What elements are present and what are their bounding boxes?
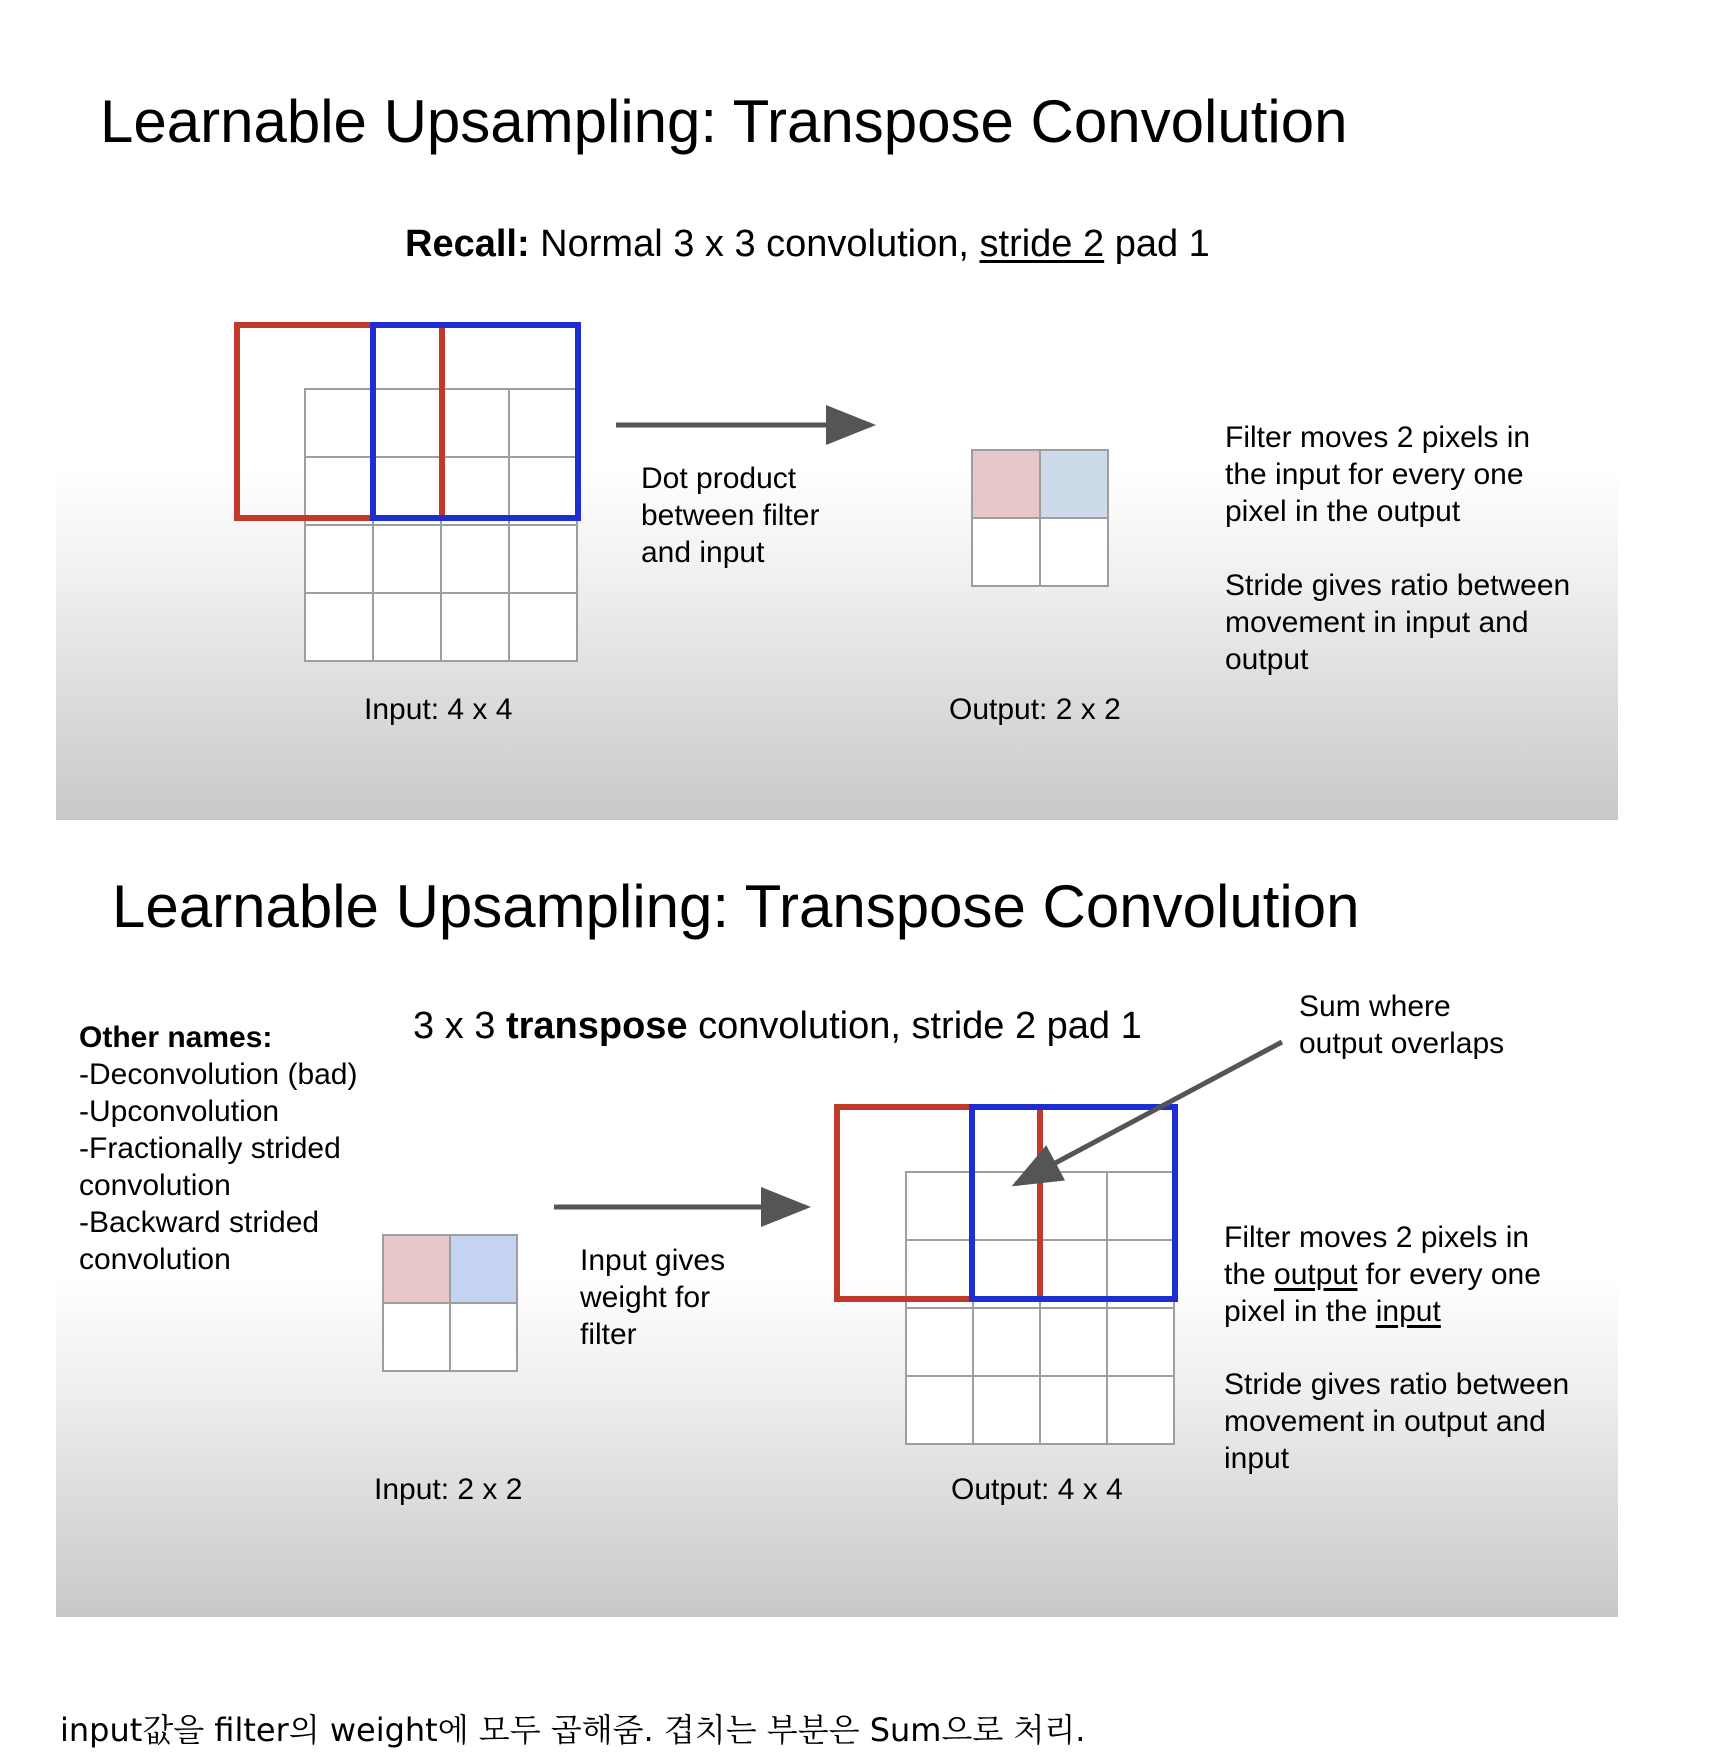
other-names-list: Other names: -Deconvolution (bad) -Upconvolution -Fractionally strided convolution -Backward strided convolution [79, 1021, 358, 1276]
slide-title: Learnable Upsampling: Transpose Convolution [100, 88, 1348, 155]
stride-note: Stride gives ratio between movement in input and output [1225, 569, 1571, 676]
slide-subtitle: Recall: Normal 3 x 3 convolution, stride 2 pad 1 [405, 223, 1210, 265]
filter-note: Filter moves 2 pixels in the output for every one pixel in the input [1224, 1221, 1541, 1328]
output-caption: Output: 4 x 4 [951, 1473, 1123, 1506]
slide-title: Learnable Upsampling: Transpose Convolution [112, 873, 1360, 940]
filter-note: Filter moves 2 pixels in the input for every one pixel in the output [1225, 421, 1531, 528]
stride-note: Stride gives ratio between movement in output and input [1224, 1368, 1570, 1475]
overlap-label: Sum where output overlaps [1299, 990, 1505, 1060]
input-caption: Input: 4 x 4 [364, 693, 513, 726]
slide-transpose-convolution [56, 822, 1618, 1617]
arrow-label: Input gives weight for filter [580, 1244, 726, 1351]
slide-subtitle: 3 x 3 transpose convolution, stride 2 pad 1 [413, 1005, 1142, 1047]
output-grid-2x2 [972, 450, 1108, 586]
input-caption: Input: 2 x 2 [374, 1473, 523, 1506]
arrow-label: Dot product between filter and input [641, 462, 820, 569]
footer-caption: input값을 filter의 weight에 모두 곱해줌. 겹치는 부분은 Sum으로 처리. [60, 1711, 1086, 1749]
overlap-pointer-arrow [1016, 1042, 1282, 1184]
output-caption: Output: 2 x 2 [949, 693, 1121, 726]
normal-convolution-diagram [56, 0, 1618, 820]
input-grid-2x2 [383, 1235, 517, 1371]
slide-normal-convolution [56, 0, 1618, 820]
